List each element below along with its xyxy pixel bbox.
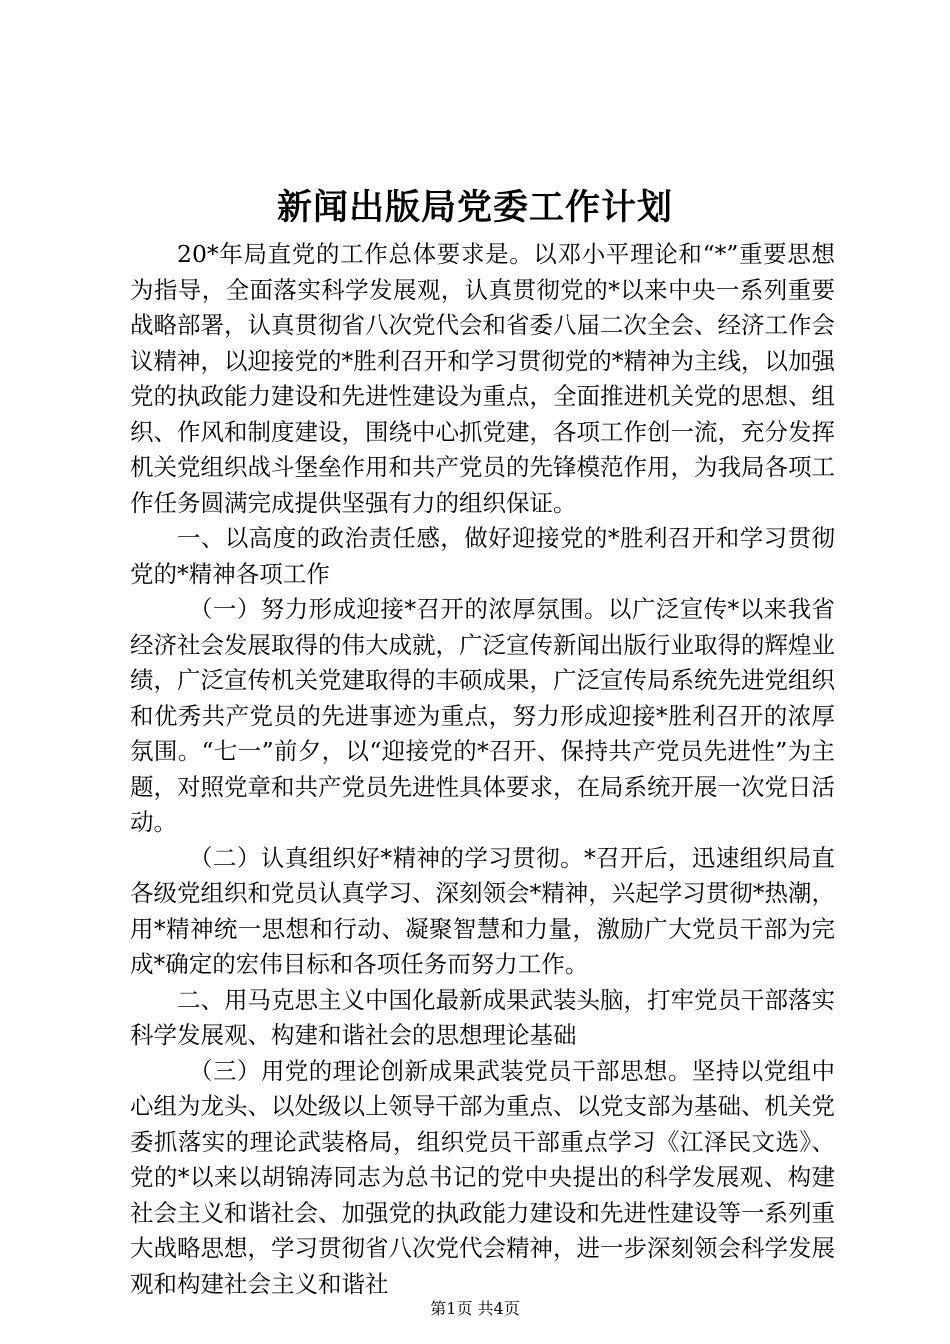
paragraph-item-3: （三）用党的理论创新成果武装党员干部思想。坚持以党组中心组为龙头、以处级以上领导干部为重点、以党支部为基础、机关党委抓落实的理论武装格局，组织党员干部重点学习《江泽民文选》、党的*以来以胡锦涛同志为总书记的党中央提出的科学发展观、构建社会主义和谐社会、加强党的执政能力建设和先进性建设等一系列重大战略思想，学习贯彻省八次党代会精神，进一步深刻领会科学发展观和构建社会主义和谐社: [130, 1056, 835, 1298]
document-body: [130, 237, 835, 1302]
section-heading-1: 一、以高度的政治责任感，做好迎接党的*胜利召开和学习贯彻党的*精神各项工作: [130, 524, 835, 588]
document-title: 新闻出版局党委工作计划: [276, 187, 673, 228]
paragraph-item-2: （二）认真组织好*精神的学习贯彻。*召开后，迅速组织局直各级党组织和党员认真学习、深刻领会*精神，兴起学习贯彻*热潮，用*精神统一思想和行动、凝聚智慧和力量，激励广大党员干部为完成*确定的宏伟目标和各项任务而努力工作。: [130, 843, 835, 978]
page-number-footer: 第1页 共4页: [430, 1299, 520, 1318]
paragraph-intro: 20*年局直党的工作总体要求是。以邓小平理论和“*”重要思想为指导，全面落实科学发展观，认真贯彻党的*以来中央一系列重要战略部署，认真贯彻省八次党代会和省委八届二次全会、经济工作会议精神，以迎接党的*胜利召开和学习贯彻党的*精神为主线，以加强党的执政能力建设和先进性建设为重点，全面推进机关党的思想、组织、作风和制度建设，围绕中心抓党建，各项工作创一流，充分发挥机关党组织战斗堡垒作用和共产党员的先锋模范作用，为我局各项工作任务圆满完成提供坚强有力的组织保证。: [130, 240, 835, 517]
paragraph-item-1: （一）努力形成迎接*召开的浓厚氛围。以广泛宣传*以来我省经济社会发展取得的伟大成就，广泛宣传新闻出版行业取得的辉煌业绩，广泛宣传机关党建取得的丰硕成果，广泛宣传局系统先进党组织和优秀共产党员的先进事迹为重点，努力形成迎接*胜利召开的浓厚氛围。“七一”前夕，以“迎接党的*召开、保持共产党员先进性”为主题，对照党章和共产党员先进性具体要求，在局系统开展一次党日活动。: [130, 595, 835, 836]
section-heading-2: 二、用马克思主义中国化最新成果武装头脑，打牢党员干部落实科学发展观、构建和谐社会的思想理论基础: [130, 985, 835, 1049]
